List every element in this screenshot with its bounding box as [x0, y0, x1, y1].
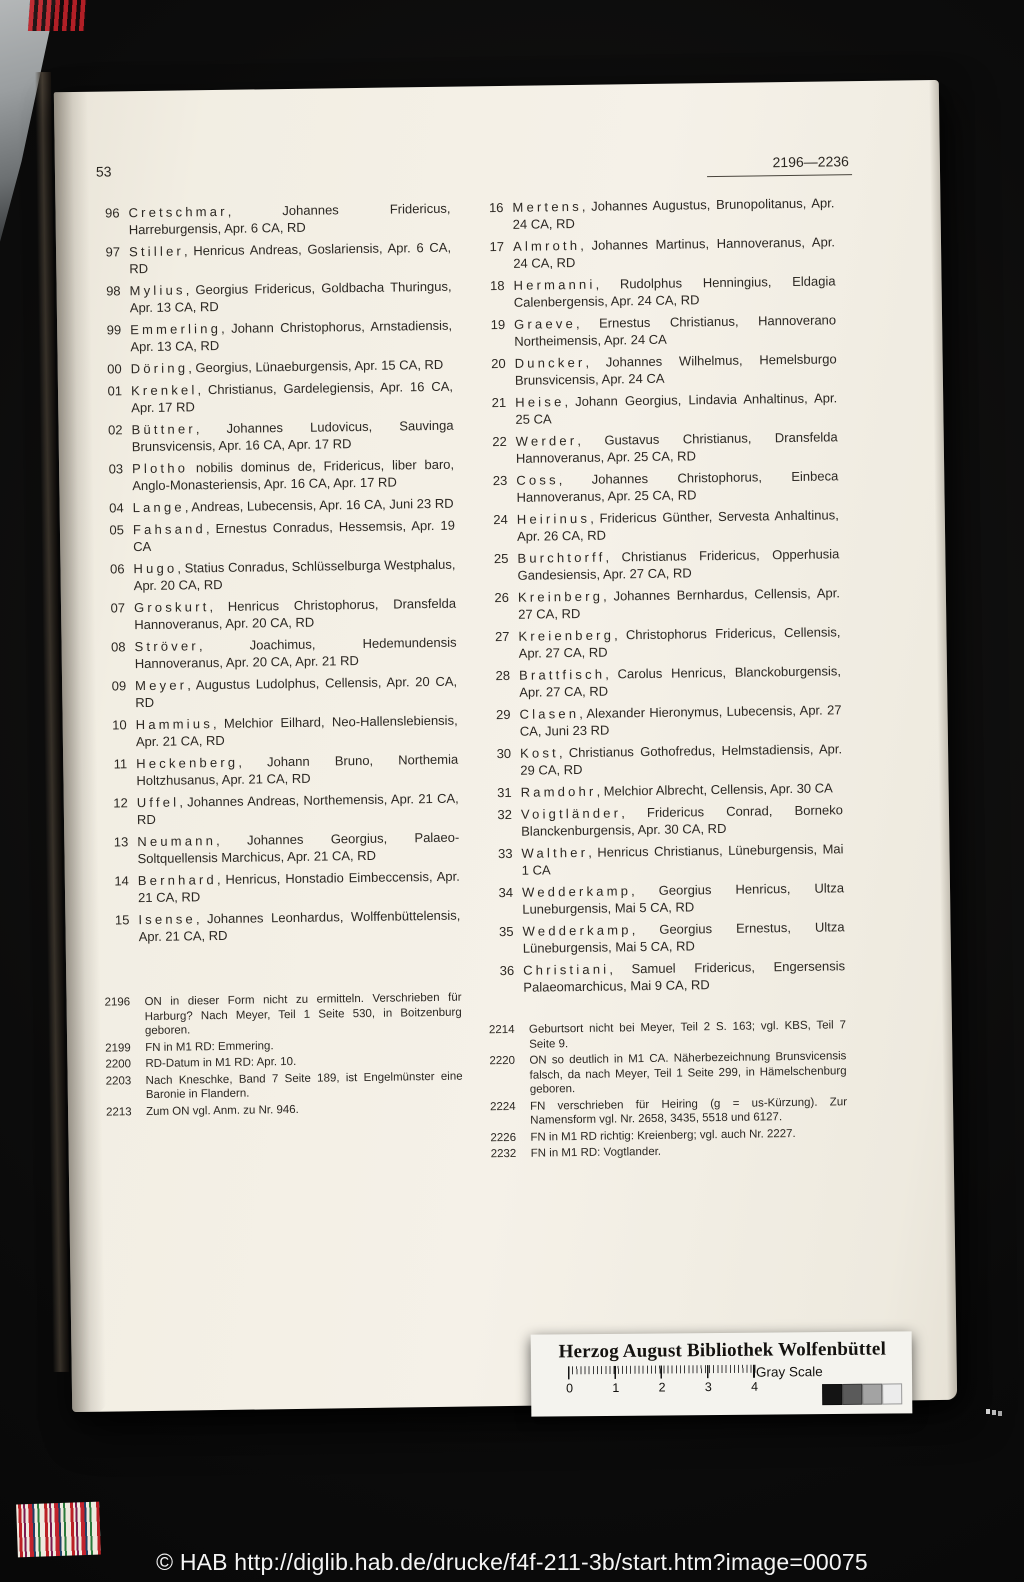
entry-text: [519, 662, 841, 700]
register-entry: [481, 467, 838, 506]
entry-number: 18: [489, 277, 505, 294]
entry-surname: Uffel: [136, 794, 180, 811]
footnote-number: 2232: [490, 1147, 517, 1161]
gray-scale-swatches: [822, 1383, 902, 1405]
scanned-page: [54, 80, 957, 1412]
register-entry: [101, 712, 458, 751]
gray-scale-swatch: [822, 1384, 842, 1405]
register-entry: [99, 634, 456, 673]
entry-details: , Johann Bruno, Northemia Holtzhusanus, Apr. 21 CA, RD: [136, 751, 459, 789]
footnote-text: Geburtsort nicht bei Meyer, Teil 2 S. 163; vgl. KBS, Teil 7 Seite 9.: [528, 1019, 847, 1051]
register-entry: [481, 428, 838, 467]
entry-text: [519, 701, 841, 739]
page-header: [96, 153, 852, 186]
library-grayscale-card: [531, 1331, 913, 1416]
entry-text: [128, 200, 450, 238]
footnote: [104, 991, 462, 1039]
register-entry: [488, 957, 845, 996]
entry-text: [132, 456, 454, 494]
entry-number: 23: [492, 472, 508, 489]
entry-number: 15: [114, 912, 130, 928]
entry-number: 22: [492, 433, 507, 450]
entry-number: 04: [109, 500, 124, 516]
register-entry: [98, 517, 455, 556]
register-entry: [101, 751, 458, 790]
footnote: [489, 1018, 846, 1052]
gray-scale-swatch: [862, 1384, 882, 1405]
entry-text: [133, 495, 455, 516]
register-entry: [100, 673, 457, 712]
ruler-ticks: [568, 1365, 756, 1380]
entry-number: 01: [107, 383, 123, 399]
entry-number: 00: [107, 361, 122, 377]
entry-surname: Stiller: [128, 243, 185, 260]
entry-number: 96: [104, 205, 120, 221]
entry-surname: Hermanni: [513, 276, 596, 293]
entry-details: , Henricus Andreas, Goslariensis, Apr. 6 CA, RD: [129, 239, 452, 277]
footnotes-left: [104, 991, 463, 1120]
entry-text: [522, 918, 844, 956]
entry-surname: Fahsand: [132, 521, 207, 538]
entry-surname: Isense: [138, 911, 197, 928]
register-entry: [96, 378, 453, 417]
register-entry: [483, 584, 840, 623]
footnote: [490, 1095, 847, 1129]
entry-number: 98: [106, 283, 121, 299]
register-entry: [98, 556, 455, 595]
entry-text: [134, 595, 456, 633]
register-entry: [486, 840, 843, 879]
entry-number: 09: [111, 678, 127, 694]
entry-details: , Augustus Ludolphus, Cellensis, Apr. 20 CA, RD: [135, 673, 458, 711]
library-name: Herzog August Bibliothek Wolfenbüttel: [558, 1338, 887, 1363]
entry-surname: Heirinus: [516, 510, 591, 527]
register-entry: [97, 456, 454, 495]
entry-details: , Ernestus Conradus, Hessemsis, Apr. 19 CA: [133, 517, 456, 555]
register-column-right: [477, 194, 847, 1163]
entry-text: [133, 556, 455, 594]
entry-text: [515, 389, 837, 427]
gray-scale-block: [756, 1363, 902, 1405]
entry-text: [129, 239, 451, 277]
register-entry: [487, 879, 844, 918]
entry-number: 24: [493, 511, 508, 528]
entry-surname: Almroth: [512, 237, 581, 254]
entry-details: , Andreas, Lubecensis, Apr. 16 CA, Juni 23 RD: [184, 495, 454, 515]
register-entry: [103, 868, 460, 907]
entry-details: , Alexander Hieronymus, Lubecensis, Apr. 27 CA, Juni 23 RD: [519, 702, 842, 739]
entry-details: , Fridericus Conrad, Borneko Blanckenburgensis, Apr. 30 CA, RD: [521, 802, 844, 839]
footnote-number: 2200: [105, 1058, 132, 1071]
entry-text: [137, 790, 459, 828]
film-frame-marker: [986, 1409, 990, 1414]
entry-text: [518, 623, 840, 661]
entry-details: , Christianus Gothofredus, Helmstadiensis, Apr. 29 CA, RD: [520, 741, 843, 778]
entry-text: [516, 467, 838, 505]
entry-details: , Melchior Eilhard, Neo-Hallenslebiensis, Apr. 21 CA, RD: [135, 712, 458, 750]
entry-text: [131, 378, 453, 416]
footnote-text: Nach Kneschke, Band 7 Seite 189, ist Engelmünster eine Baronie in Flandern.: [145, 1070, 463, 1102]
entry-details: , Gustavus Christianus, Dransfelda Hannoveranus, Apr. 25 CA, RD: [515, 429, 838, 466]
entry-surname: Brattfisch: [518, 666, 606, 683]
entry-number: 35: [499, 923, 514, 940]
register-entry: [94, 278, 451, 317]
entry-text: [521, 779, 843, 800]
entry-details: , Statius Conradus, Schlüsselburga Westphalus, Apr. 20 CA, RD: [133, 556, 456, 594]
footnote-number: 2220: [489, 1054, 516, 1068]
register-entry: [480, 350, 837, 389]
footnote: [489, 1049, 847, 1097]
entry-details: , Carolus Henricus, Blanckoburgensis, Apr. 27 CA, RD: [519, 663, 842, 700]
register-entry: [480, 389, 837, 428]
entry-surname: Hammius: [135, 716, 214, 733]
entry-details: , Henricus Christophorus, Dransfelda Hannoveranus, Apr. 20 CA, RD: [134, 595, 457, 633]
register-entry: [94, 239, 451, 278]
entry-text: [130, 317, 452, 355]
footnote-text: ON so deutlich in M1 CA. Näherbezeichnung Brunsvicensis falsch, da nach Meyer, Teil 1 Seite 299, in Hämelschenburg geboren.: [529, 1050, 847, 1096]
ruler-numbers: [566, 1380, 758, 1396]
entry-surname: Burchtorff: [517, 549, 606, 566]
entry-surname: Meyer: [135, 677, 188, 694]
footnote-number: 2213: [105, 1105, 132, 1119]
entry-text: [134, 634, 456, 672]
entry-text: [517, 506, 839, 544]
footnote-number: 2203: [105, 1074, 132, 1088]
entry-number: 07: [110, 600, 126, 616]
register-entry: [478, 272, 835, 311]
footnote-text: FN in M1 RD: Vogtlander.: [530, 1145, 662, 1160]
entry-details: , Johannes Georgius, Palaeo-Soltquellensis Marchicus, Apr. 21 CA, RD: [137, 829, 460, 867]
entry-number: 36: [499, 962, 515, 979]
footnote-text: FN in M1 RD richtig: Kreienberg; vgl. auch Nr. 2227.: [530, 1127, 796, 1144]
entry-details: , Johannes Fridericus, Harreburgensis, Apr. 6 CA, RD: [128, 200, 451, 238]
register-entry: [479, 311, 836, 350]
entry-surname: Coss: [516, 472, 559, 488]
entry-text: [515, 350, 837, 388]
entry-text: [517, 545, 839, 583]
entry-text: [131, 356, 453, 377]
register-entry: [487, 918, 844, 957]
entry-number: 05: [109, 522, 125, 538]
entry-number: 02: [107, 422, 123, 438]
entry-text: [522, 879, 844, 917]
entry-surname: Kreinberg: [517, 588, 604, 605]
entry-details: , Johannes Christophorus, Einbeca Hannoveranus, Apr. 25 CA, RD: [516, 468, 839, 505]
entry-details: , Henricus, Honstadio Eimbeccensis, Apr. 21 CA, RD: [137, 868, 460, 906]
ruler-number: 4: [751, 1379, 759, 1394]
entry-details: , Georgius Fridericus, Goldbacha Thuringus, Apr. 13 CA, RD: [129, 278, 452, 316]
entry-number: 19: [490, 316, 506, 333]
entry-surname: Heckenberg: [136, 754, 239, 772]
entry-details: , Georgius Ernestus, Ultza Lüneburgensis, Mai 5 CA, RD: [522, 919, 845, 956]
entry-text: [516, 428, 838, 466]
entry-surname: Emmerling: [130, 320, 222, 338]
entry-details: , Johannes Leonhardus, Wolffenbüttelensis, Apr. 21 CA, RD: [138, 907, 461, 945]
entry-details: , Ernestus Christianus, Hannoverano Northeimensis, Apr. 24 CA: [514, 312, 837, 349]
footnote: [491, 1142, 848, 1161]
entry-text: [523, 957, 845, 995]
copyright-url: © HAB http://diglib.hab.de/drucke/f4f-211-3b/start.htm?image=00075: [156, 1549, 868, 1575]
entry-details: , Joachimus, Hedemundensis Hannoveranus, Apr. 20 CA, Apr. 21 RD: [134, 634, 457, 672]
entry-details: nobilis dominus de, Fridericus, liber baro, Anglo-Monasteriensis, Apr. 16 CA, Apr. 17 RD: [132, 456, 455, 494]
entry-surname: Neumann: [137, 833, 217, 850]
entry-surname: Christiani: [523, 961, 610, 978]
entry-number: 29: [495, 706, 511, 723]
register-entry: [103, 907, 460, 946]
entry-details: , Georgius Henricus, Ultza Luneburgensis, Mai 5 CA, RD: [522, 880, 845, 917]
entry-surname: Ströver: [134, 638, 199, 655]
entry-surname: Cretschmar: [128, 203, 228, 221]
gray-scale-swatch: [882, 1383, 902, 1404]
footnote-number: 2226: [490, 1131, 517, 1144]
entry-surname: Hugo: [133, 560, 178, 577]
entry-text: [137, 829, 459, 867]
entry-surname: Walther: [521, 844, 589, 861]
entry-details: , Henricus Christianus, Lüneburgensis, Mai 1 CA: [521, 841, 844, 878]
entry-details: , Johannes Andreas, Northemensis, Apr. 21 CA, RD: [136, 790, 459, 828]
register-entry: [486, 779, 843, 801]
entry-number: 28: [495, 667, 511, 684]
entry-surname: Ramdohr: [520, 783, 597, 800]
register-entry: [477, 194, 834, 233]
entry-number: 12: [113, 795, 128, 811]
entry-text: [136, 712, 458, 750]
footnote: [106, 1100, 463, 1119]
red-registration-mark: [28, 0, 87, 31]
entry-number: 25: [493, 550, 509, 567]
entry-number: 34: [498, 884, 514, 901]
entry-details: , Georgius, Lünaeburgensis, Apr. 15 CA, RD: [188, 356, 444, 376]
entry-number: 14: [114, 873, 129, 889]
page-number: 53: [95, 163, 112, 180]
entry-text: [129, 278, 451, 316]
entry-surname: Wedderkamp: [522, 922, 632, 939]
entry-number: 21: [491, 394, 507, 411]
register-entry: [99, 595, 456, 634]
entry-surname: Clasen: [519, 705, 580, 722]
entry-text: [518, 584, 840, 622]
entry-text: [520, 740, 842, 778]
entry-list-right: [477, 194, 845, 996]
register-entry: [482, 506, 839, 545]
entry-text: [512, 194, 834, 232]
entry-text: [521, 840, 843, 878]
cm-ruler: [566, 1365, 759, 1408]
ruler-number: 3: [704, 1380, 712, 1395]
footnote-text: ON in dieser Form nicht zu ermitteln. Verschrieben für Harburg? Nach Meyer, Teil 1 Seite 530, in Boitzenburg geboren.: [144, 991, 462, 1038]
entry-number: 27: [494, 628, 510, 645]
entry-text: [138, 868, 460, 906]
register-entry: [95, 317, 452, 356]
entry-surname: Büttner: [131, 421, 196, 438]
entry-number: 06: [109, 561, 125, 577]
entry-text: [133, 517, 455, 555]
entry-surname: Mertens: [512, 198, 582, 215]
footnotes-right: [489, 1018, 848, 1161]
register-entry: [478, 233, 835, 272]
register-entry: [98, 495, 455, 517]
ruler-number: 2: [658, 1380, 666, 1395]
entry-text: [513, 272, 835, 310]
entry-surname: Wedderkamp: [521, 883, 632, 900]
entry-number: 11: [113, 756, 128, 772]
entry-surname: Duncker: [514, 354, 586, 371]
calibration-row: [543, 1363, 902, 1407]
ruler-number: 0: [566, 1381, 574, 1396]
entry-surname: Groskurt: [133, 599, 210, 616]
entry-number: 16: [488, 199, 504, 216]
register-entry: [102, 790, 459, 829]
entry-details: , Christianus, Gardelegiensis, Apr. 16 CA, Apr. 17 RD: [131, 378, 454, 416]
entry-surname: Döring: [130, 360, 189, 377]
entry-details: , Johannes Martinus, Hannoveranus, Apr. 24 CA, RD: [513, 234, 836, 271]
gray-scale-swatch: [842, 1384, 862, 1405]
entry-surname: Heise: [515, 394, 565, 410]
footnote-number: 2214: [488, 1023, 515, 1037]
entry-surname: Kost: [519, 745, 560, 761]
entry-surname: Krenkel: [130, 382, 198, 399]
footnote-text: FN verschrieben für Heiring (g = us-Kürzung). Zur Namensform vgl. Nr. 2658, 3435, 5518 und 6127.: [529, 1095, 848, 1127]
entry-text: [513, 233, 835, 271]
entry-text: [138, 907, 460, 945]
gray-scale-label: Gray Scale: [755, 1364, 823, 1380]
footnote-number: 2199: [105, 1041, 131, 1055]
entry-number: 08: [111, 639, 126, 655]
register-entry: [484, 662, 841, 701]
entry-surname: Plotho: [131, 460, 189, 477]
entry-surname: Lange: [132, 499, 185, 516]
register-entry: [485, 740, 842, 779]
register-entry: [486, 801, 843, 840]
footnote-text: FN in M1 RD: Emmering.: [145, 1039, 274, 1054]
entry-text: [135, 673, 457, 711]
footnote-number: 2224: [489, 1100, 516, 1113]
register-columns: [93, 194, 847, 1169]
entry-details: , Christophorus Fridericus, Cellensis, Apr. 27 CA, RD: [518, 624, 841, 661]
entry-details: , Johannes Ludovicus, Sauvinga Brunsvicensis, Apr. 16 CA, Apr. 17 RD: [131, 417, 454, 455]
entry-surname: Werder: [515, 432, 578, 449]
entry-details: , Fridericus Günther, Servesta Anhaltinus, Apr. 26 CA, RD: [516, 507, 839, 544]
entry-details: , Johann Christophorus, Arnstadiensis, Apr. 13 CA, RD: [130, 317, 453, 355]
footnote-number: 2196: [104, 996, 131, 1009]
ruler-number: 1: [612, 1380, 620, 1395]
entry-details: , Johannes Wilhelmus, Hemelsburgo Brunsvicensis, Apr. 24 CA: [514, 351, 837, 388]
entry-details: , Rudolphus Henningius, Eldagia Calenbergensis, Apr. 24 CA, RD: [513, 273, 836, 310]
entry-number: 20: [491, 355, 506, 372]
register-entry: [96, 417, 453, 456]
footnote-text: RD-Datum in M1 RD: Apr. 10.: [145, 1055, 297, 1071]
register-column-left: [93, 200, 463, 1169]
entry-text: [131, 417, 453, 455]
entry-text: [521, 801, 843, 839]
entry-list-left: [93, 200, 460, 946]
register-entry: [102, 829, 459, 868]
entry-details: , Melchior Albrecht, Cellensis, Apr. 30 CA: [596, 780, 833, 799]
entry-number: 10: [112, 717, 127, 733]
entry-number: 17: [489, 238, 505, 255]
entry-details: , Samuel Fridericus, Engersensis Palaeomarchicus, Mai 9 CA, RD: [523, 958, 846, 995]
entry-number: 26: [494, 589, 510, 606]
entry-surname: Mylius: [129, 282, 186, 299]
register-entry: [483, 623, 840, 662]
footnote-text: Zum ON vgl. Anm. zu Nr. 946.: [145, 1103, 299, 1118]
entry-surname: Bernhard: [137, 872, 218, 889]
register-entry: [96, 356, 453, 378]
entry-number: 99: [106, 322, 122, 338]
entry-surname: Graeve: [514, 315, 577, 332]
entry-range: 2196—2236: [706, 153, 852, 177]
register-entry: [482, 545, 839, 584]
entry-number: 33: [497, 845, 513, 862]
entry-text: [136, 751, 458, 789]
register-entry: [484, 701, 841, 740]
entry-number: 13: [113, 834, 129, 850]
entry-number: 03: [108, 461, 124, 477]
entry-number: 32: [497, 806, 513, 823]
entry-text: [514, 311, 836, 349]
register-entry: [93, 200, 450, 239]
entry-number: 30: [496, 745, 512, 762]
entry-surname: Kreienberg: [518, 627, 615, 644]
entry-details: , Christianus Fridericus, Opperhusia Gandesiensis, Apr. 27 CA, RD: [517, 546, 840, 583]
entry-number: 97: [105, 244, 121, 260]
entry-details: , Johannes Augustus, Brunopolitanus, Apr. 24 CA, RD: [512, 195, 835, 232]
entry-surname: Voigtländer: [520, 805, 622, 822]
entry-number: 31: [497, 784, 512, 801]
entry-details: , Johannes Bernhardus, Cellensis, Apr. 27 CA, RD: [518, 585, 840, 622]
footnote: [106, 1069, 463, 1103]
entry-details: , Johann Georgius, Lindavia Anhaltinus, Apr. 25 CA: [515, 390, 838, 427]
